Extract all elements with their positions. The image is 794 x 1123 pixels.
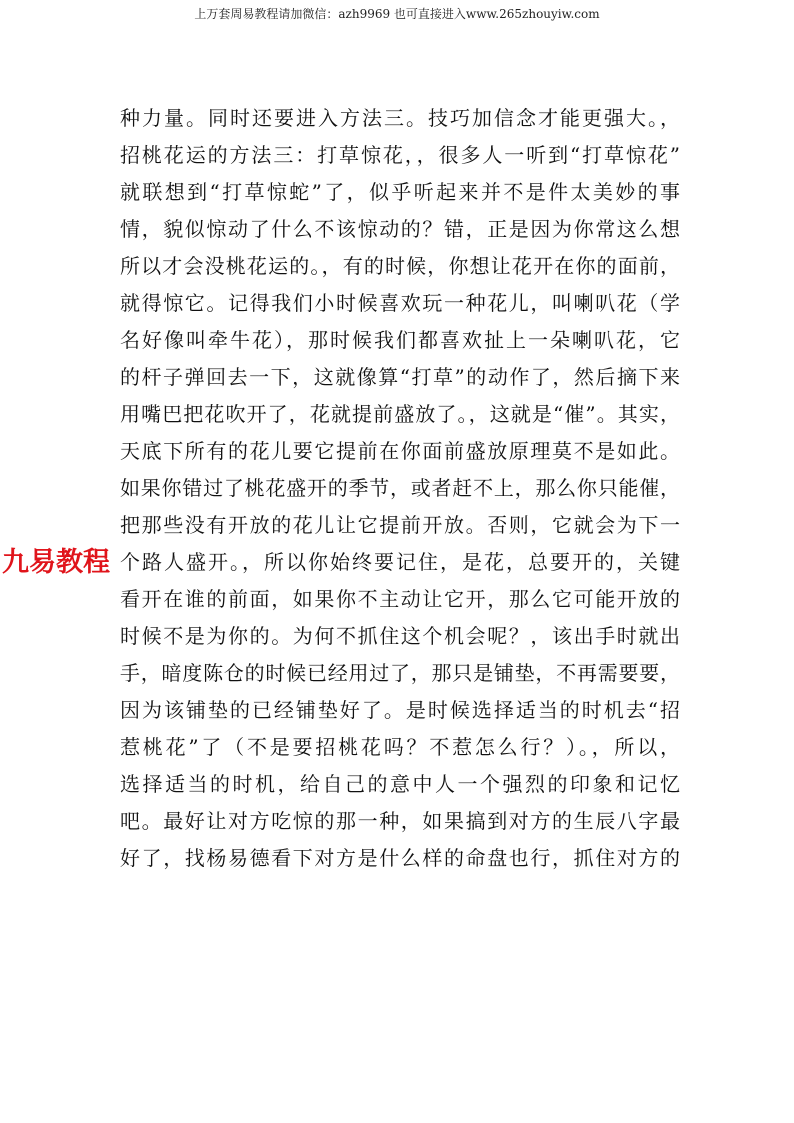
text-line: 如果你错过了桃花盛开的季节，或者赶不上，那么你只能催， xyxy=(120,476,680,500)
text-line: 种力量。同时还要进入方法三。技巧加信念才能更强大。， xyxy=(120,106,680,130)
text-line: 吧。最好让对方吃惊的那一种，如果搞到对方的生辰八字最 xyxy=(120,809,680,833)
text-line: 手，暗度陈仓的时候已经用过了，那只是铺垫，不再需要要， xyxy=(120,661,680,685)
text-line: 好了，找杨易德看下对方是什么样的命盘也行，抓住对方的 xyxy=(120,846,680,870)
text-line: 招桃花运的方法三：打草惊花，，很多人一听到“打草惊花” xyxy=(120,143,680,167)
body-text xyxy=(120,100,680,877)
text-line: 情，貌似惊动了什么不该惊动的？错，正是因为你常这么想 xyxy=(120,217,680,241)
text-line: 天底下所有的花儿要它提前在你面前盛放原理莫不是如此。 xyxy=(120,439,680,463)
text-line: 就联想到“打草惊蛇”了，似乎听起来并不是件太美妙的事 xyxy=(120,180,680,204)
text-line: 因为该铺垫的已经铺垫好了。是时候选择适当的时机去“招 xyxy=(120,698,680,722)
text-line: 个路人盛开。，所以你始终要记住，是花，总要开的，关键 xyxy=(120,550,680,574)
text-line: 看开在谁的前面，如果你不主动让它开，那么它可能开放的 xyxy=(120,587,680,611)
page-header: 上万套周易教程请加微信：azh9969 也可直接进入www.265zhouyiw.com xyxy=(194,7,600,21)
watermark-logo: 九易教程 xyxy=(2,547,110,578)
text-line: 用嘴巴把花吹开了，花就提前盛放了。，这就是“催”。其实， xyxy=(120,402,680,426)
text-line: 惹桃花”了（不是要招桃花吗？不惹怎么行？）。，所以， xyxy=(120,735,680,759)
text-line: 名好像叫牵牛花），那时候我们都喜欢扯上一朵喇叭花，它 xyxy=(120,328,680,352)
text-line: 选择适当的时机，给自己的意中人一个强烈的印象和记忆 xyxy=(120,772,680,796)
text-line: 时候不是为你的。为何不抓住这个机会呢？，该出手时就出 xyxy=(120,624,680,648)
text-line: 就得惊它。记得我们小时候喜欢玩一种花儿，叫喇叭花（学 xyxy=(120,291,680,315)
text-line: 所以才会没桃花运的。，有的时候，你想让花开在你的面前， xyxy=(120,254,680,278)
text-line: 的杆子弹回去一下，这就像算“打草”的动作了，然后摘下来 xyxy=(120,365,680,389)
text-line: 把那些没有开放的花儿让它提前开放。否则，它就会为下一 xyxy=(120,513,680,537)
